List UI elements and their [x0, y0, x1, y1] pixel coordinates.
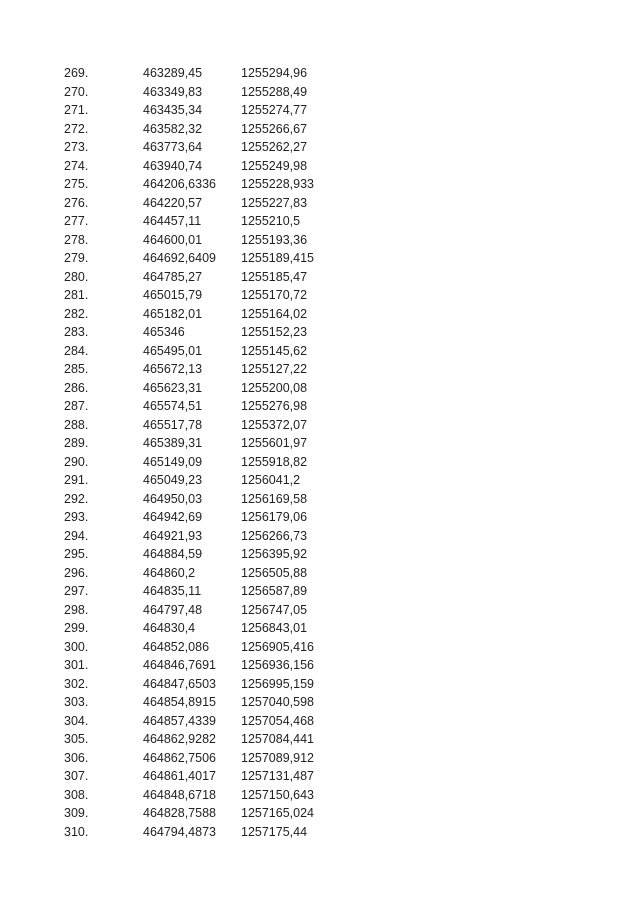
x-coordinate-cell: 464846,7691 — [143, 658, 216, 672]
x-coordinate-cell: 464852,086 — [143, 639, 210, 654]
y-coordinate-cell: 1256505,88 — [241, 565, 308, 580]
row-number-cell: 297. — [64, 584, 89, 598]
y-coordinate-cell: 1255276,98 — [241, 399, 308, 413]
row-number-cell: 290. — [64, 454, 89, 469]
y-coordinate-cell: 1255228,933 — [241, 177, 314, 191]
row-number-cell: 270. — [64, 84, 89, 99]
row-number-cell: 272. — [64, 121, 89, 136]
y-coordinate-cell: 1255164,02 — [241, 306, 308, 321]
x-coordinate-cell: 464794,4873 — [143, 824, 216, 839]
row-number-cell: 282. — [64, 306, 89, 321]
x-coordinate-cell: 465623,31 — [143, 380, 203, 395]
row-number-cell: 298. — [64, 602, 89, 617]
x-coordinate-cell: 464785,27 — [143, 269, 203, 284]
x-coordinate-cell: 464847,6503 — [143, 676, 216, 691]
x-coordinate-cell: 464884,59 — [143, 547, 203, 561]
row-number-cell: 284. — [64, 343, 89, 358]
row-number-cell: 294. — [64, 528, 89, 543]
row-number-cell: 271. — [64, 103, 89, 117]
row-number-cell: 308. — [64, 787, 89, 802]
y-coordinate-cell: 1255266,67 — [241, 121, 308, 136]
x-coordinate-cell: 464862,9282 — [143, 732, 216, 746]
x-coordinate-cell: 464854,8915 — [143, 695, 216, 709]
y-coordinate-cell: 1255918,82 — [241, 454, 308, 469]
y-coordinate-cell: 1255127,22 — [241, 362, 308, 376]
y-coordinate-cell: 1257131,487 — [241, 769, 314, 783]
x-coordinate-cell: 464942,69 — [143, 510, 203, 524]
x-coordinate-cell: 463773,64 — [143, 140, 203, 154]
y-coordinate-cell: 1256169,58 — [241, 491, 308, 506]
y-coordinate-cell: 1257150,643 — [241, 787, 314, 802]
y-coordinate-cell: 1257089,912 — [241, 750, 314, 765]
x-coordinate-cell: 464457,11 — [143, 214, 202, 228]
x-coordinate-cell: 463940,74 — [143, 158, 203, 173]
row-number-cell: 293. — [64, 510, 89, 524]
x-coordinate-cell: 464950,03 — [143, 491, 203, 506]
x-coordinate-cell: 463435,34 — [143, 103, 203, 117]
row-number-cell: 283. — [64, 325, 89, 339]
row-number-cell: 285. — [64, 362, 89, 376]
y-coordinate-cell: 1256179,06 — [241, 510, 308, 524]
row-number-cell: 288. — [64, 417, 89, 432]
x-coordinate-cell: 464860,2 — [143, 565, 196, 580]
y-coordinate-cell: 1255152,23 — [241, 325, 308, 339]
row-number-cell: 279. — [64, 251, 89, 265]
row-number-cell: 275. — [64, 177, 89, 191]
row-number-cell: 309. — [64, 806, 89, 820]
x-coordinate-cell: 464797,48 — [143, 602, 203, 617]
row-number-cell: 278. — [64, 232, 89, 247]
x-coordinate-cell: 464692,6409 — [143, 251, 216, 265]
row-number-cell: 291. — [64, 473, 89, 487]
y-coordinate-cell: 1255200,08 — [241, 380, 308, 395]
x-coordinate-cell: 464848,6718 — [143, 787, 216, 802]
y-coordinate-cell: 1256843,01 — [241, 621, 308, 635]
row-number-cell: 301. — [64, 658, 89, 672]
y-coordinate-cell: 1257054,468 — [241, 713, 314, 728]
x-coordinate-cell: 464862,7506 — [143, 750, 216, 765]
row-number-cell: 276. — [64, 195, 89, 210]
row-number-cell: 306. — [64, 750, 89, 765]
y-coordinate-cell: 1255145,62 — [241, 343, 308, 358]
x-coordinate-cell: 465389,31 — [143, 436, 203, 450]
x-coordinate-cell: 465495,01 — [143, 343, 203, 358]
row-number-cell: 280. — [64, 269, 89, 284]
y-coordinate-cell: 1257175,44 — [241, 824, 308, 839]
y-coordinate-cell: 1256936,156 — [241, 658, 314, 672]
y-coordinate-cell: 1255189,415 — [241, 251, 314, 265]
y-coordinate-cell: 1255288,49 — [241, 84, 308, 99]
y-coordinate-cell: 1256041,2 — [241, 473, 301, 487]
row-number-cell: 305. — [64, 732, 89, 746]
row-number-cell: 289. — [64, 436, 89, 450]
y-coordinate-cell: 1256995,159 — [241, 676, 314, 691]
x-coordinate-cell: 465015,79 — [143, 288, 203, 302]
y-coordinate-cell: 1256747,05 — [241, 602, 308, 617]
x-coordinate-cell: 463349,83 — [143, 84, 203, 99]
row-number-cell: 277. — [64, 214, 89, 228]
x-coordinate-cell: 464220,57 — [143, 195, 203, 210]
row-number-cell: 304. — [64, 713, 89, 728]
y-coordinate-cell: 1255249,98 — [241, 158, 308, 173]
x-coordinate-cell: 464830,4 — [143, 621, 196, 635]
x-coordinate-cell: 464828,7588 — [143, 806, 216, 820]
row-number-cell: 274. — [64, 158, 89, 173]
x-coordinate-cell: 465346 — [143, 325, 185, 339]
y-coordinate-cell: 1255227,83 — [241, 195, 308, 210]
row-number-cell: 273. — [64, 140, 89, 154]
y-coordinate-cell: 1255274,77 — [241, 103, 308, 117]
y-coordinate-cell: 1257084,441 — [241, 732, 314, 746]
x-coordinate-cell: 465672,13 — [143, 362, 203, 376]
x-coordinate-cell: 464861,4017 — [143, 769, 216, 783]
row-number-cell: 296. — [64, 565, 89, 580]
x-coordinate-cell: 464600,01 — [143, 232, 203, 247]
row-number-cell: 303. — [64, 695, 89, 709]
row-number-cell: 300. — [64, 639, 89, 654]
y-coordinate-cell: 1255210,5 — [241, 214, 301, 228]
row-number-cell: 299. — [64, 621, 89, 635]
row-number-cell: 292. — [64, 491, 89, 506]
x-coordinate-cell: 465182,01 — [143, 306, 203, 321]
row-number-cell: 295. — [64, 547, 89, 561]
y-coordinate-cell: 1255294,96 — [241, 66, 308, 80]
row-number-cell: 302. — [64, 676, 89, 691]
row-number-cell: 310. — [64, 824, 89, 839]
x-coordinate-cell: 465517,78 — [143, 417, 203, 432]
y-coordinate-cell: 1256266,73 — [241, 528, 308, 543]
row-number-cell: 269. — [64, 66, 89, 80]
x-coordinate-cell: 464857,4339 — [143, 713, 216, 728]
x-coordinate-cell: 464206,6336 — [143, 177, 216, 191]
y-coordinate-cell: 1256587,89 — [241, 584, 308, 598]
x-coordinate-cell: 463289,45 — [143, 66, 203, 80]
row-number-cell: 281. — [64, 288, 89, 302]
y-coordinate-cell: 1257040,598 — [241, 695, 314, 709]
y-coordinate-cell: 1255170,72 — [241, 288, 308, 302]
y-coordinate-cell: 1256395,92 — [241, 547, 308, 561]
row-number-cell: 287. — [64, 399, 89, 413]
y-coordinate-cell: 1255193,36 — [241, 232, 308, 247]
row-number-cell: 307. — [64, 769, 89, 783]
y-coordinate-cell: 1255372,07 — [241, 417, 308, 432]
y-coordinate-cell: 1255185,47 — [241, 269, 308, 284]
y-coordinate-cell: 1257165,024 — [241, 806, 314, 820]
y-coordinate-cell: 1255601,97 — [241, 436, 308, 450]
row-number-cell: 286. — [64, 380, 89, 395]
x-coordinate-cell: 465574,51 — [143, 399, 203, 413]
y-coordinate-cell: 1256905,416 — [241, 639, 314, 654]
x-coordinate-cell: 465049,23 — [143, 473, 203, 487]
x-coordinate-cell: 464835,11 — [143, 584, 202, 598]
x-coordinate-cell: 463582,32 — [143, 121, 203, 136]
y-coordinate-cell: 1255262,27 — [241, 140, 308, 154]
x-coordinate-cell: 464921,93 — [143, 528, 203, 543]
x-coordinate-cell: 465149,09 — [143, 454, 203, 469]
